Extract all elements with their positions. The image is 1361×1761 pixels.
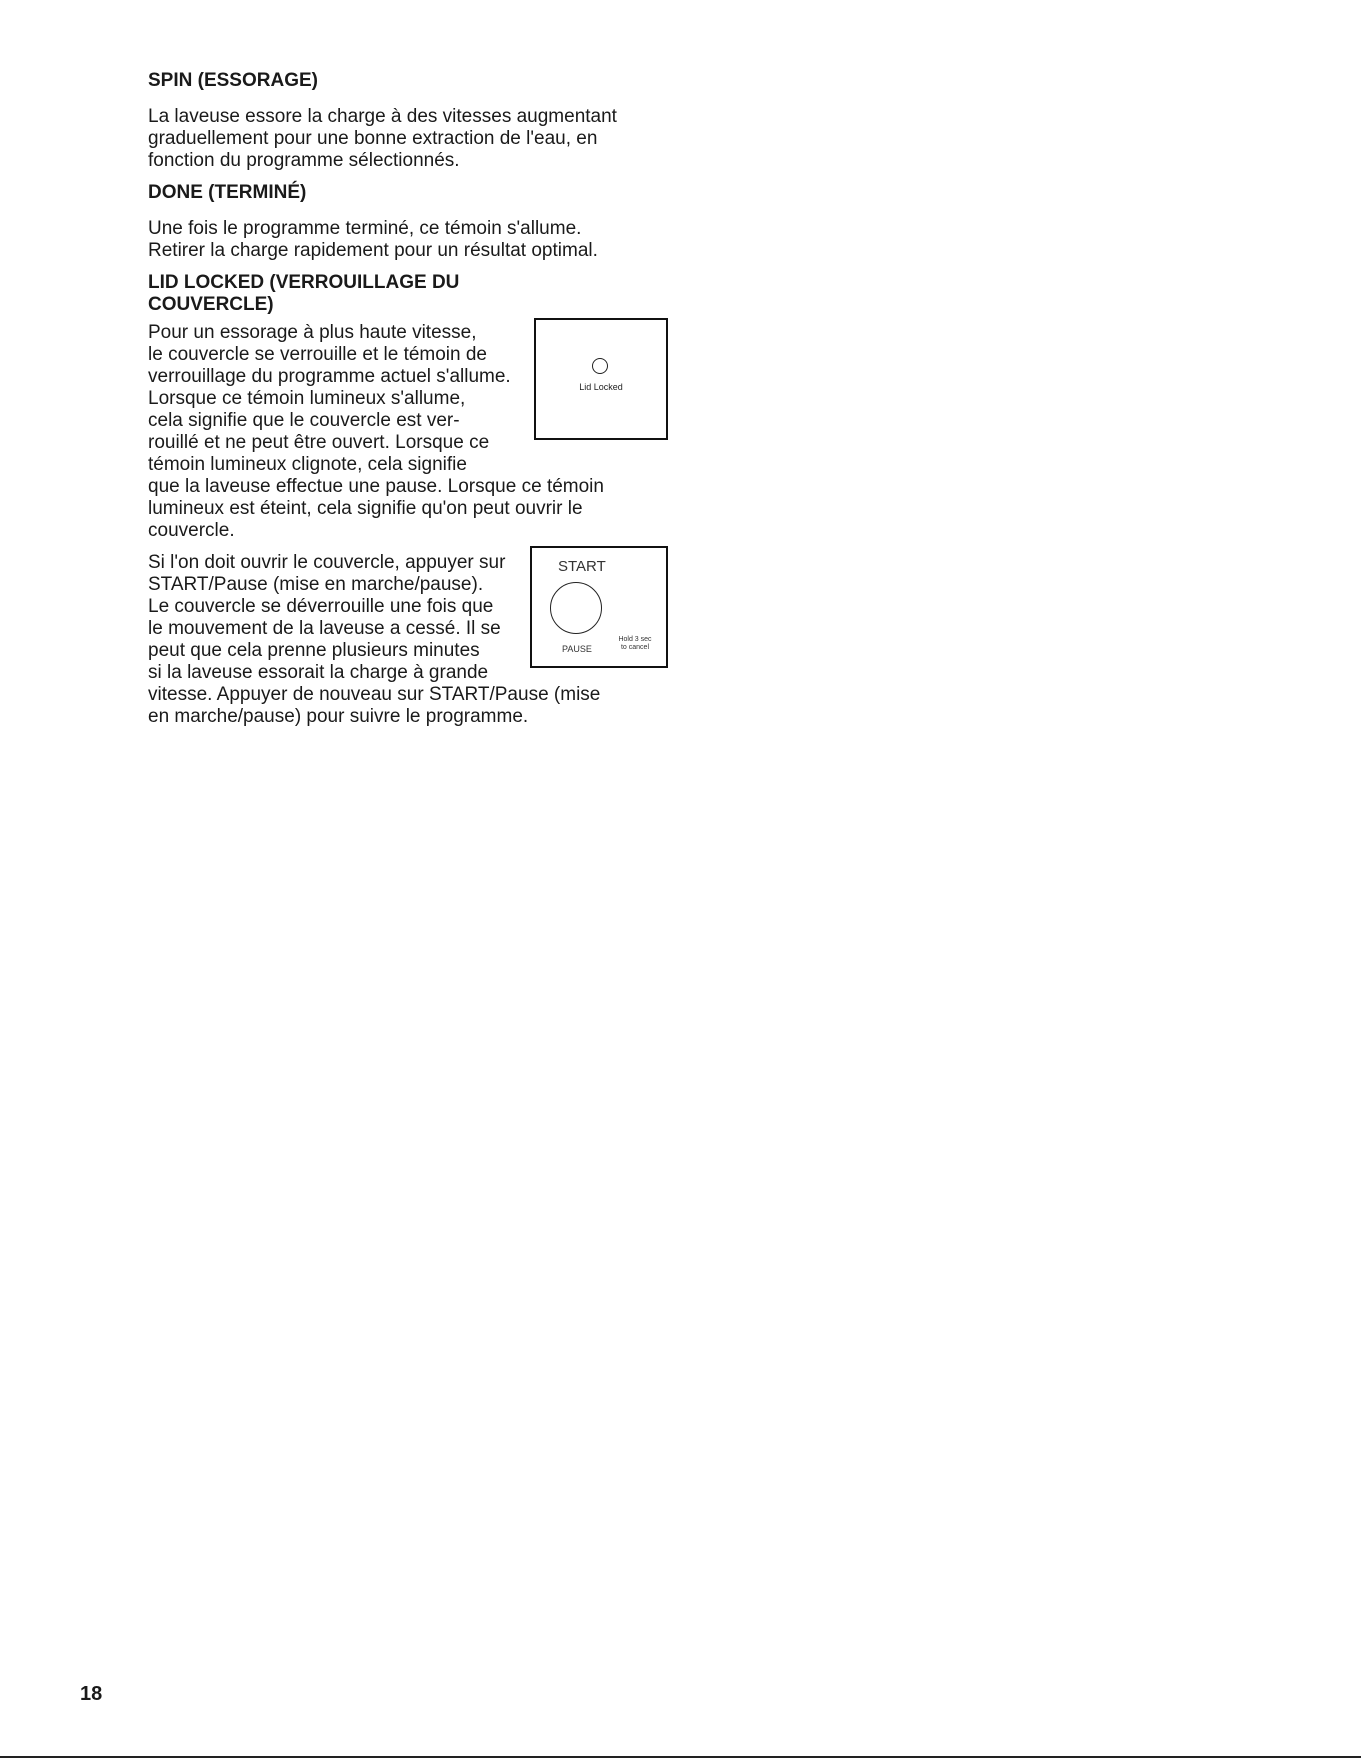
- open-lid-section: [148, 552, 668, 728]
- bottom-rule: [0, 1756, 1361, 1758]
- pause-label: PAUSE: [562, 644, 592, 654]
- page-number: 18: [80, 1683, 103, 1705]
- spin-body: La laveuse essore la charge à des vitesses augmentant graduellement pour une bonne extraction de l'eau, en fonction du programme sélectionnés.: [148, 106, 617, 171]
- spin-section: [148, 70, 668, 172]
- start-label: START: [558, 558, 606, 575]
- lid-locked-wrap: [148, 322, 668, 542]
- lid-locked-indicator-icon: [592, 358, 608, 374]
- lid-locked-panel: [534, 318, 668, 440]
- start-button-icon: [550, 582, 602, 634]
- lid-locked-section: [148, 272, 668, 542]
- lid-locked-panel-label: Lid Locked: [579, 382, 623, 392]
- lid-locked-body: Pour un essorage à plus haute vitesse, le couvercle se verrouille et le témoin de verrouillage du programme actuel s'allume. Lorsque ce témoin lumineux s'allume, cela signifie que le couvercle est ver- rouillé et ne peut être ouvert. Lorsque ce témoin lumineux clignote, cela signifie que la laveuse effectue une pause. Lorsque ce témoin lumineux est éteint, cela signifie qu'on peut ouvrir le couvercle.: [148, 322, 604, 541]
- open-lid-wrap: [148, 552, 668, 728]
- start-pause-panel: [530, 546, 668, 668]
- done-body: Une fois le programme terminé, ce témoin s'allume. Retirer la charge rapidement pour un résultat optimal.: [148, 218, 598, 261]
- done-section: [148, 182, 668, 262]
- spin-heading: SPIN (ESSORAGE): [148, 70, 318, 91]
- main-column: [148, 70, 668, 738]
- hold-cancel-label: Hold 3 sec to cancel: [618, 636, 652, 651]
- lid-locked-heading: LID LOCKED (VERROUILLAGE DU COUVERCLE): [148, 272, 460, 315]
- open-lid-body: Si l'on doit ouvrir le couvercle, appuyer sur START/Pause (mise en marche/pause). Le couvercle se déverrouille une fois que le mouvement de la laveuse a cessé. Il se peut que cela prenne plusieurs minutes si la laveuse essorait la charge à grande vitesse. Appuyer de nouveau sur START/Pause (mise en marche/pause) pour suivre le programme.: [148, 552, 601, 727]
- done-heading: DONE (TERMINÉ): [148, 182, 307, 203]
